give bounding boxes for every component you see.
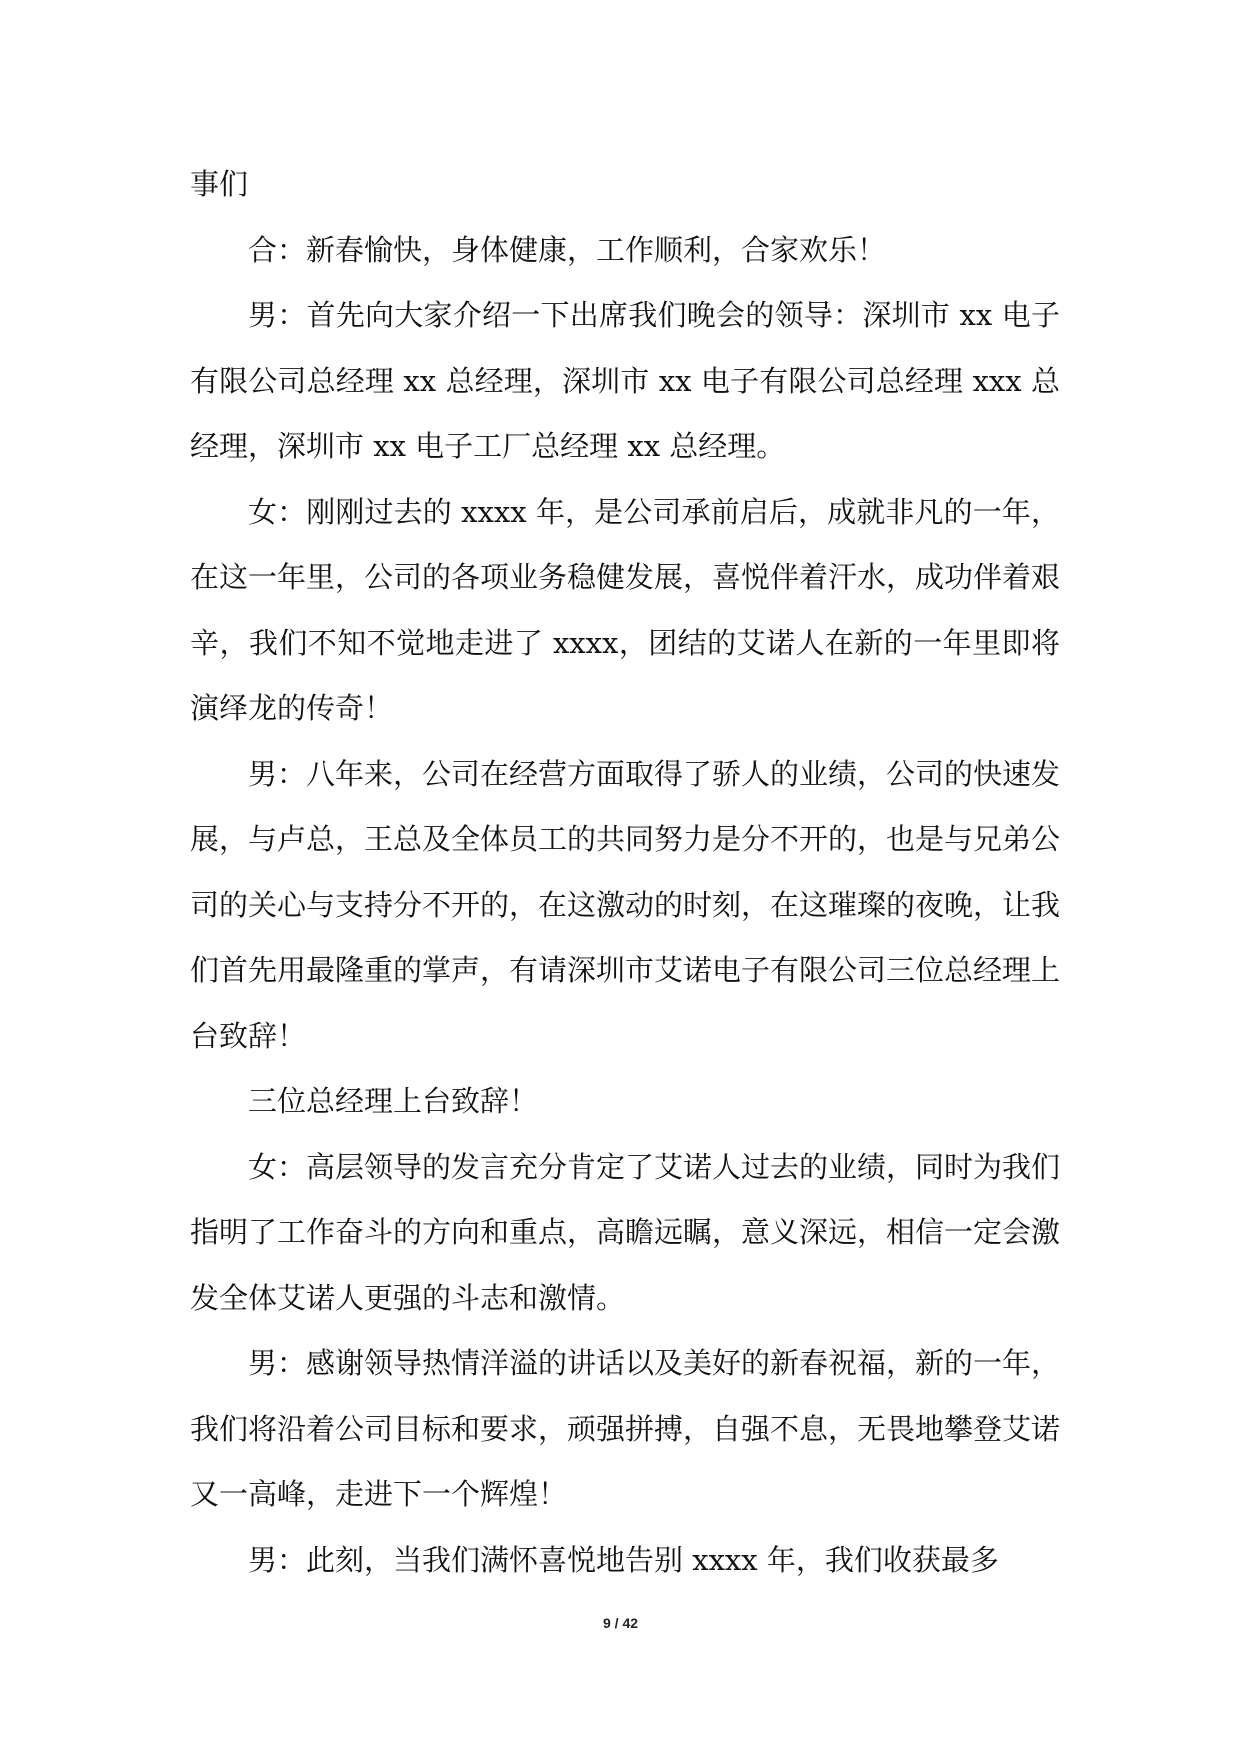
paragraph-continuation: 事们 xyxy=(190,167,249,201)
paragraph-greeting-together: 合：新春愉快，身体健康，工作顺利，合家欢乐！ xyxy=(248,232,887,267)
paragraph-male-introduction: 男：首先向大家介绍一下出席我们晚会的领导：深圳市 xx 电子有限公司总经理 xx 总经理，深圳市 xx 电子有限公司总经理 xxx 总经理，深圳市 xx 电子工厂总经理 xx 总经理。 xyxy=(190,298,1060,463)
paragraph-female-response: 女：高层领导的发言充分肯定了艾诺人过去的业绩，同时为我们指明了工作奋斗的方向和重点，高瞻远瞩，意义深远，相信一定会激发全体艾诺人更强的斗志和激情。 xyxy=(190,1149,1061,1315)
paragraph-male-achievements: 男：八年来，公司在经营方面取得了骄人的业绩，公司的快速发展，与卢总，王总及全体员工的共同努力是分不开的，也是与兄弟公司的关心与支持分不开的，在这激动的时刻，在这璀璨的夜晚，让我们首先用最隆重的掌声，有请深圳市艾诺电子有限公司三位总经理上台致辞！ xyxy=(190,756,1061,1053)
paragraph-male-farewell: 男：此刻，当我们满怀喜悦地告别 xxxx 年，我们收获最多 xyxy=(248,1542,999,1577)
paragraph-speech-note: 三位总经理上台致辞！ xyxy=(248,1084,539,1118)
paragraph-female-review: 女：刚刚过去的 xxxx 年，是公司承前启后，成就非凡的一年，在这一年里，公司的各项业务稳健发展，喜悦伴着汗水，成功伴着艰辛，我们不知不觉地走进了 xxxx，团结的艾诺人在新的一年里即将演绎龙的传奇！ xyxy=(190,494,1061,725)
document-body xyxy=(190,152,1060,1593)
page-number: 9 / 42 xyxy=(602,1615,639,1631)
paragraph-male-thanks: 男：感谢领导热情洋溢的讲话以及美好的新春祝福，新的一年，我们将沿着公司目标和要求，顽强拼搏，自强不息，无畏地攀登艾诺又一高峰，走进下一个辉煌！ xyxy=(190,1346,1061,1511)
